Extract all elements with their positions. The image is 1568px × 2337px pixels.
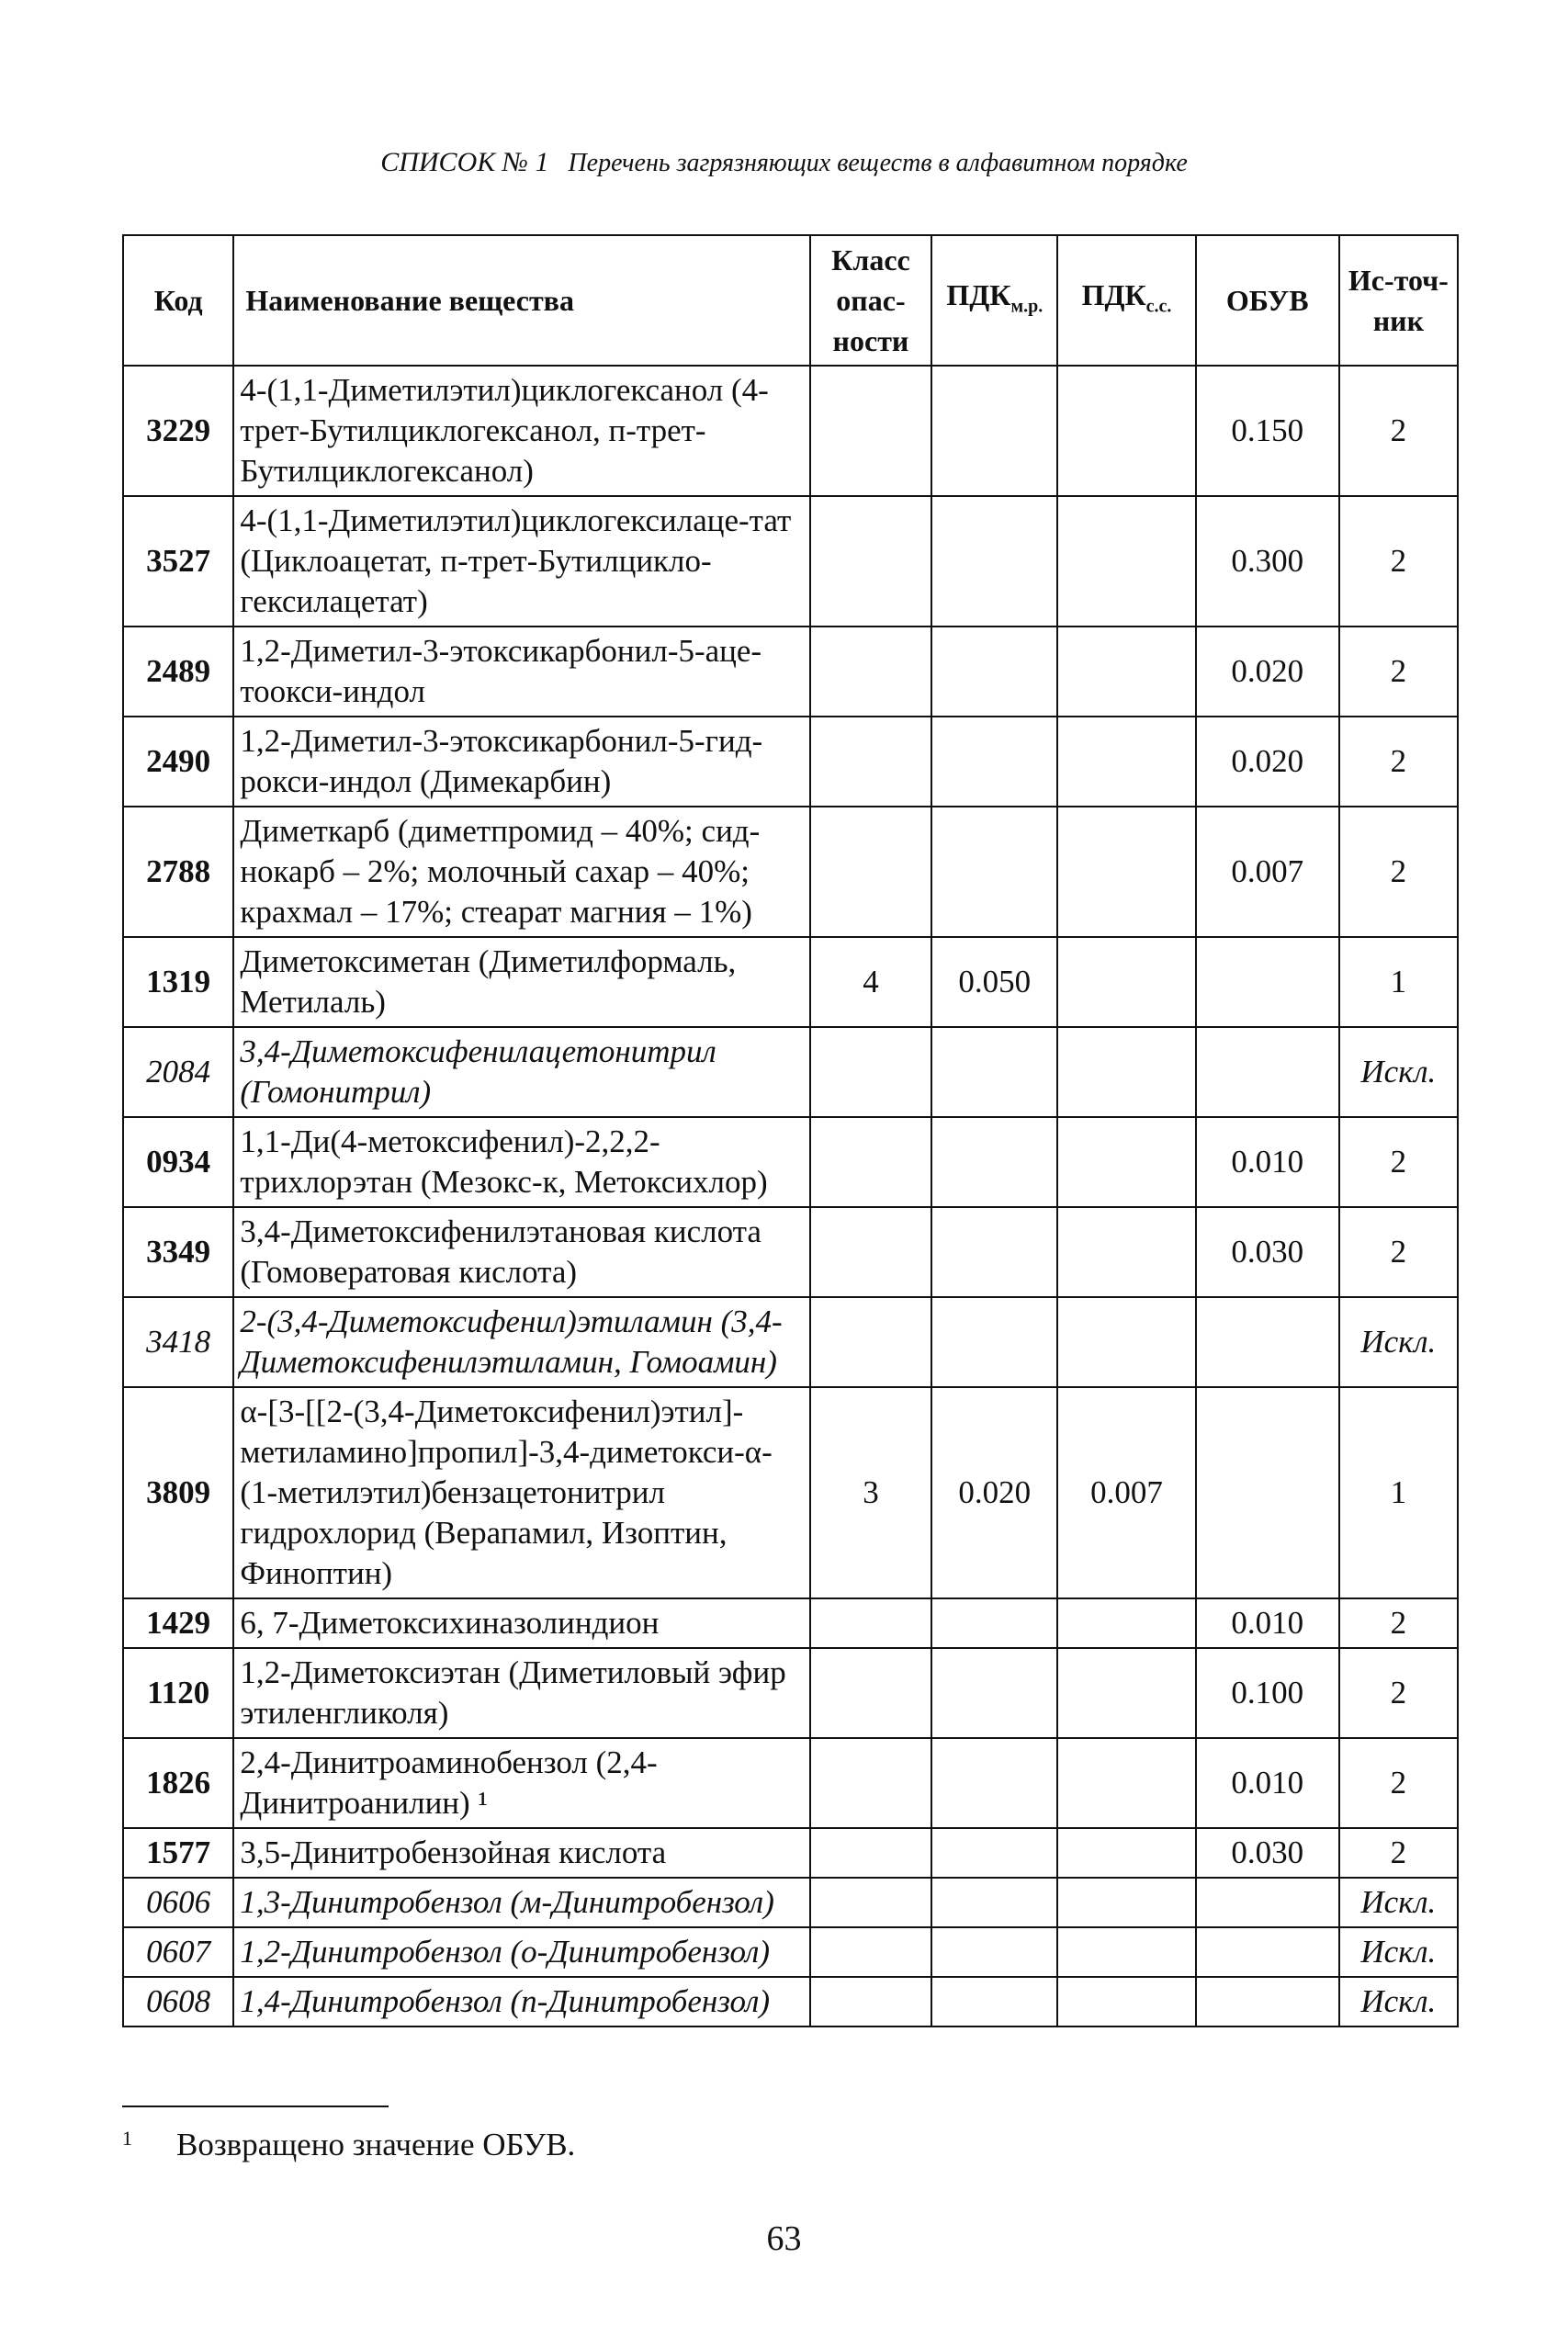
cell-obuv: 0.020 <box>1196 717 1339 807</box>
cell-name: 4-(1,1-Диметилэтил)циклогексанол (4-трет-Бутилциклогексанол, п-трет-Бутилциклогексанол) <box>233 366 809 496</box>
cell-obuv: 0.020 <box>1196 627 1339 717</box>
cell-name: 1,3-Динитробензол (м-Динитробензол) <box>233 1878 809 1927</box>
cell-pdk-ss <box>1057 807 1195 937</box>
cell-code: 1826 <box>123 1738 233 1828</box>
cell-pdk-mr <box>931 1927 1057 1977</box>
cell-hazard <box>810 1297 932 1387</box>
cell-pdk-ss <box>1057 627 1195 717</box>
cell-obuv <box>1196 937 1339 1027</box>
cell-obuv: 0.030 <box>1196 1828 1339 1878</box>
cell-code: 0606 <box>123 1878 233 1927</box>
cell-code: 1120 <box>123 1648 233 1738</box>
cell-name: 3,5-Динитробензойная кислота <box>233 1828 809 1878</box>
table-row <box>123 1738 1458 1828</box>
table-row <box>123 366 1458 496</box>
cell-obuv <box>1196 1297 1339 1387</box>
cell-pdk-ss <box>1057 937 1195 1027</box>
cell-name: 3,4-Диметоксифенилэтановая кислота (Гомовератовая кислота) <box>233 1207 809 1297</box>
cell-source: 1 <box>1339 1387 1458 1598</box>
table-row <box>123 1297 1458 1387</box>
cell-pdk-ss <box>1057 717 1195 807</box>
footnote-text: Возвращено значение ОБУВ. <box>176 2127 576 2162</box>
cell-pdk-mr: 0.020 <box>931 1387 1057 1598</box>
cell-pdk-mr <box>931 1117 1057 1207</box>
cell-code: 3809 <box>123 1387 233 1598</box>
cell-code: 3229 <box>123 366 233 496</box>
cell-pdk-ss <box>1057 1828 1195 1878</box>
col-header-name: Наименование вещества <box>233 235 809 366</box>
cell-pdk-mr <box>931 1828 1057 1878</box>
cell-name: 3,4-Диметоксифенилацетонитрил (Гомонитрил) <box>233 1027 809 1117</box>
cell-code: 1429 <box>123 1598 233 1648</box>
footnote-mark: 1 <box>122 2127 132 2150</box>
col-header-pdk-ss: $ПДК_{с.с.}$ <box>1057 235 1195 366</box>
table-row <box>123 717 1458 807</box>
cell-code: 0607 <box>123 1927 233 1977</box>
cell-pdk-mr <box>931 1878 1057 1927</box>
cell-pdk-mr <box>931 496 1057 627</box>
cell-source: 2 <box>1339 1738 1458 1828</box>
cell-code: 0608 <box>123 1977 233 2027</box>
cell-hazard <box>810 1828 932 1878</box>
table-row <box>123 1878 1458 1927</box>
table-row <box>123 1648 1458 1738</box>
cell-obuv <box>1196 1927 1339 1977</box>
cell-pdk-mr <box>931 1977 1057 2027</box>
cell-obuv: 0.100 <box>1196 1648 1339 1738</box>
cell-name: 1,1-Ди(4-метоксифенил)-2,2,2-трихлорэтан (Мезокс-к, Метоксихлор) <box>233 1117 809 1207</box>
page-header <box>0 147 1568 178</box>
cell-pdk-mr <box>931 1598 1057 1648</box>
cell-obuv <box>1196 1977 1339 2027</box>
cell-source: Искл. <box>1339 1977 1458 2027</box>
cell-hazard <box>810 496 932 627</box>
cell-obuv <box>1196 1387 1339 1598</box>
cell-source: 2 <box>1339 627 1458 717</box>
cell-pdk-mr <box>931 1648 1057 1738</box>
cell-hazard <box>810 807 932 937</box>
cell-pdk-ss <box>1057 1117 1195 1207</box>
cell-pdk-mr <box>931 1207 1057 1297</box>
table-header-row <box>123 235 1458 366</box>
cell-code: 3527 <box>123 496 233 627</box>
cell-obuv <box>1196 1027 1339 1117</box>
cell-code: 3349 <box>123 1207 233 1297</box>
cell-hazard <box>810 1027 932 1117</box>
cell-pdk-mr <box>931 1297 1057 1387</box>
cell-hazard <box>810 627 932 717</box>
cell-source: 2 <box>1339 1117 1458 1207</box>
cell-pdk-ss <box>1057 496 1195 627</box>
col-header-pdk-mr: $ПДК_{м.р.}$ <box>931 235 1057 366</box>
table-row <box>123 1828 1458 1878</box>
cell-name: Диметкарб (диметпромид – 40%; сид-нокарб – 2%; молочный сахар – 40%; крахмал – 17%; стеарат магния – 1%) <box>233 807 809 937</box>
table-row <box>123 496 1458 627</box>
table-row <box>123 937 1458 1027</box>
table-row <box>123 807 1458 937</box>
cell-source: 2 <box>1339 366 1458 496</box>
cell-name: 2-(3,4-Диметоксифенил)этиламин (3,4-Диметоксифенилэтиламин, Гомоамин) <box>233 1297 809 1387</box>
cell-pdk-ss <box>1057 1598 1195 1648</box>
cell-obuv: 0.150 <box>1196 366 1339 496</box>
table-row <box>123 1027 1458 1117</box>
cell-code: 2084 <box>123 1027 233 1117</box>
list-label: СПИСОК № 1 <box>380 147 549 177</box>
cell-pdk-ss <box>1057 1927 1195 1977</box>
cell-pdk-ss <box>1057 1297 1195 1387</box>
cell-hazard: 3 <box>810 1387 932 1598</box>
col-header-code: Код <box>123 235 233 366</box>
footnote <box>122 2127 575 2163</box>
cell-hazard <box>810 1738 932 1828</box>
cell-source: 2 <box>1339 1598 1458 1648</box>
cell-obuv: 0.010 <box>1196 1598 1339 1648</box>
cell-hazard <box>810 717 932 807</box>
cell-source: 2 <box>1339 496 1458 627</box>
cell-source: 2 <box>1339 807 1458 937</box>
cell-code: 0934 <box>123 1117 233 1207</box>
cell-code: 1319 <box>123 937 233 1027</box>
cell-pdk-ss <box>1057 1027 1195 1117</box>
cell-name: 1,2-Диметоксиэтан (Диметиловый эфир этиленгликоля) <box>233 1648 809 1738</box>
page-title: Перечень загрязняющих веществ в алфавитном порядке <box>568 149 1188 177</box>
cell-code: 2489 <box>123 627 233 717</box>
cell-pdk-mr <box>931 1738 1057 1828</box>
pdk-ss-subscript: с.с. <box>1145 296 1172 317</box>
cell-code: 1577 <box>123 1828 233 1878</box>
page-number: 63 <box>766 2219 802 2258</box>
footnote-divider <box>122 2106 389 2107</box>
cell-hazard <box>810 366 932 496</box>
table-row <box>123 1977 1458 2027</box>
cell-source: 2 <box>1339 1648 1458 1738</box>
table-row <box>123 1927 1458 1977</box>
cell-pdk-mr: 0.050 <box>931 937 1057 1027</box>
cell-hazard <box>810 1878 932 1927</box>
table-row <box>123 1117 1458 1207</box>
cell-pdk-mr <box>931 366 1057 496</box>
cell-hazard <box>810 1117 932 1207</box>
pdk-mr-subscript: м.р. <box>1010 296 1043 317</box>
cell-pdk-ss <box>1057 1977 1195 2027</box>
cell-source: 2 <box>1339 717 1458 807</box>
cell-source: Искл. <box>1339 1878 1458 1927</box>
cell-source: 2 <box>1339 1207 1458 1297</box>
cell-name: 2,4-Динитроаминобензол (2,4-Динитроанилин) ¹ <box>233 1738 809 1828</box>
col-header-source: Ис-точ-ник <box>1339 235 1458 366</box>
cell-source: 1 <box>1339 937 1458 1027</box>
cell-hazard <box>810 1598 932 1648</box>
cell-name: 1,4-Динитробензол (п-Динитробензол) <box>233 1977 809 2027</box>
cell-pdk-ss <box>1057 1738 1195 1828</box>
cell-name: α-[3-[[2-(3,4-Диметоксифенил)этил]-метиламино]пропил]-3,4-диметокси-α-(1-метилэтил)бензацетонитрил гидрохлорид (Верапамил, Изоптин, Финоптин) <box>233 1387 809 1598</box>
cell-source: Искл. <box>1339 1297 1458 1387</box>
cell-pdk-mr <box>931 717 1057 807</box>
cell-name: 1,2-Диметил-3-этоксикарбонил-5-гид-рокси-индол (Димекарбин) <box>233 717 809 807</box>
cell-name: 4-(1,1-Диметилэтил)циклогексилаце-тат (Циклоацетат, п-трет-Бутилцикло-гексилацетат) <box>233 496 809 627</box>
cell-source: 2 <box>1339 1828 1458 1878</box>
cell-pdk-ss <box>1057 1878 1195 1927</box>
col-header-hazard: Класс опас-ности <box>810 235 932 366</box>
cell-code: 2788 <box>123 807 233 937</box>
cell-name: 1,2-Динитробензол (о-Динитробензол) <box>233 1927 809 1977</box>
cell-obuv: 0.010 <box>1196 1738 1339 1828</box>
table-row <box>123 1387 1458 1598</box>
cell-pdk-mr <box>931 627 1057 717</box>
cell-name: 6, 7-Диметоксихиназолиндион <box>233 1598 809 1648</box>
cell-obuv: 0.007 <box>1196 807 1339 937</box>
cell-pdk-ss <box>1057 1648 1195 1738</box>
cell-pdk-mr <box>931 807 1057 937</box>
cell-hazard: 4 <box>810 937 932 1027</box>
cell-obuv: 0.030 <box>1196 1207 1339 1297</box>
cell-pdk-ss: 0.007 <box>1057 1387 1195 1598</box>
cell-source: Искл. <box>1339 1027 1458 1117</box>
cell-code: 3418 <box>123 1297 233 1387</box>
cell-pdk-ss <box>1057 1207 1195 1297</box>
cell-name: 1,2-Диметил-3-этоксикарбонил-5-аце-тоокси-индол <box>233 627 809 717</box>
cell-hazard <box>810 1207 932 1297</box>
cell-pdk-mr <box>931 1027 1057 1117</box>
cell-code: 2490 <box>123 717 233 807</box>
table-row <box>123 1598 1458 1648</box>
cell-obuv: 0.010 <box>1196 1117 1339 1207</box>
cell-name: Диметоксиметан (Диметилформаль, Метилаль) <box>233 937 809 1027</box>
cell-source: Искл. <box>1339 1927 1458 1977</box>
col-header-obuv: ОБУВ <box>1196 235 1339 366</box>
cell-hazard <box>810 1977 932 2027</box>
cell-obuv <box>1196 1878 1339 1927</box>
table-row <box>123 1207 1458 1297</box>
cell-hazard <box>810 1927 932 1977</box>
substances-table <box>122 234 1459 2027</box>
cell-hazard <box>810 1648 932 1738</box>
table-row <box>123 627 1458 717</box>
cell-pdk-ss <box>1057 366 1195 496</box>
cell-obuv: 0.300 <box>1196 496 1339 627</box>
